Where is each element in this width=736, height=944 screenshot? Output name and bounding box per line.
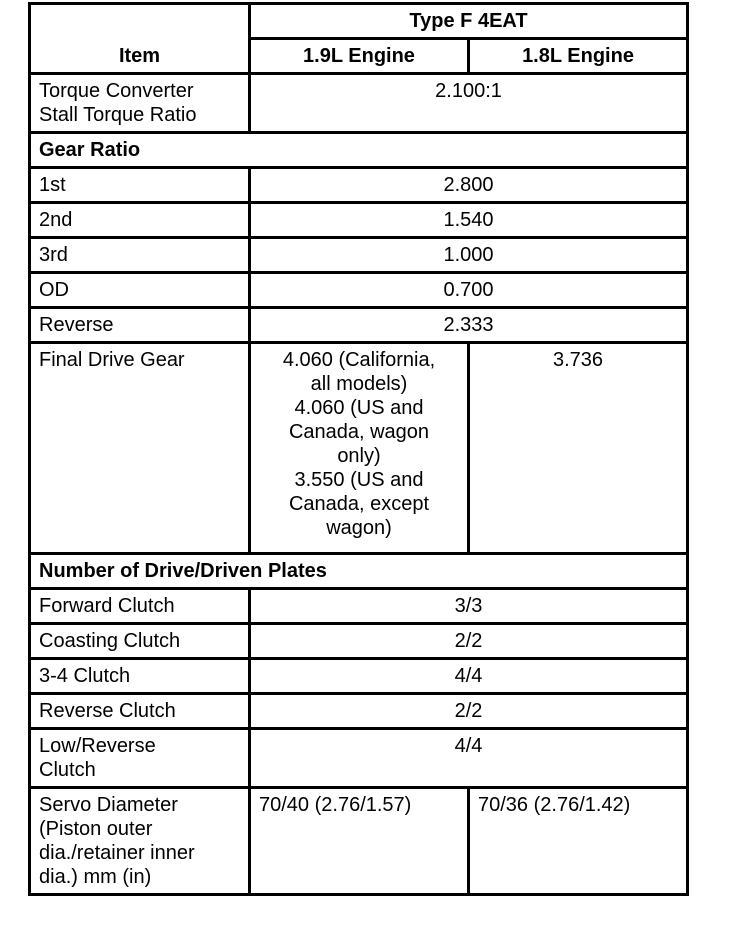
row-label: OD	[30, 273, 250, 308]
row-label: 3rd	[30, 238, 250, 273]
table-row	[30, 238, 688, 273]
row-label-final-drive: Final Drive Gear	[30, 343, 250, 554]
row-value: 2/2	[250, 694, 688, 729]
table-row	[30, 694, 688, 729]
label-line: Torque Converter	[39, 80, 194, 102]
value-final-drive-engine-1	[250, 343, 469, 554]
header-row-top	[30, 4, 688, 39]
header-item: Item	[30, 4, 250, 74]
value-torque-converter: 2.100:1	[250, 74, 688, 133]
table-row	[30, 273, 688, 308]
table-row	[30, 203, 688, 238]
section-row-gear-ratio	[30, 133, 688, 168]
section-heading-plates: Number of Drive/Driven Plates	[30, 554, 688, 589]
header-engine-1: 1.9L Engine	[250, 39, 469, 74]
spec-page	[28, 2, 686, 896]
label-line: Stall Torque Ratio	[39, 104, 197, 126]
label-line: Servo Diameter	[39, 794, 178, 816]
table-row	[30, 624, 688, 659]
row-value: 1.540	[250, 203, 688, 238]
label-line: (Piston outer	[39, 818, 153, 840]
table-row-torque-converter	[30, 74, 688, 133]
row-value: 1.000	[250, 238, 688, 273]
value-final-drive-engine-2: 3.736	[469, 343, 688, 554]
table-row	[30, 589, 688, 624]
table-row-final-drive	[30, 343, 688, 554]
row-value: 2.333	[250, 308, 688, 343]
table-row	[30, 659, 688, 694]
transaxle-spec-table	[28, 2, 689, 896]
section-row-plates	[30, 554, 688, 589]
final-drive-line: all models)	[310, 373, 408, 395]
final-drive-line: Canada, wagon	[288, 421, 430, 443]
label-line: dia./retainer inner	[39, 842, 195, 864]
row-label: Coasting Clutch	[30, 624, 250, 659]
row-value: 2/2	[250, 624, 688, 659]
row-value: 0.700	[250, 273, 688, 308]
section-heading-gear-ratio: Gear Ratio	[30, 133, 688, 168]
value-servo-engine-1: 70/40 (2.76/1.57)	[250, 788, 469, 895]
table-row	[30, 308, 688, 343]
header-type-group: Type F 4EAT	[250, 4, 688, 39]
table-row-low-reverse	[30, 729, 688, 788]
label-line: dia.) mm (in)	[39, 866, 152, 888]
header-engine-2: 1.8L Engine	[469, 39, 688, 74]
final-drive-line: 4.060 (US and	[294, 397, 424, 419]
table-row	[30, 168, 688, 203]
row-label-torque-converter	[30, 74, 250, 133]
row-value: 4/4	[250, 659, 688, 694]
row-value: 2.800	[250, 168, 688, 203]
label-line: Clutch	[39, 759, 96, 781]
row-label: Reverse	[30, 308, 250, 343]
row-label: 2nd	[30, 203, 250, 238]
value-low-reverse: 4/4	[250, 729, 688, 788]
label-line: Low/Reverse	[39, 735, 156, 757]
row-label: 1st	[30, 168, 250, 203]
final-drive-line: 4.060 (California,	[282, 349, 436, 371]
row-label: Forward Clutch	[30, 589, 250, 624]
table-row-servo	[30, 788, 688, 895]
value-servo-engine-2: 70/36 (2.76/1.42)	[469, 788, 688, 895]
row-label: 3-4 Clutch	[30, 659, 250, 694]
final-drive-line: wagon)	[326, 517, 392, 539]
final-drive-line: Canada, except	[288, 493, 430, 515]
row-label-low-reverse	[30, 729, 250, 788]
row-label: Reverse Clutch	[30, 694, 250, 729]
row-value: 3/3	[250, 589, 688, 624]
final-drive-line: only)	[337, 445, 381, 467]
final-drive-line: 3.550 (US and	[294, 469, 424, 491]
row-label-servo	[30, 788, 250, 895]
